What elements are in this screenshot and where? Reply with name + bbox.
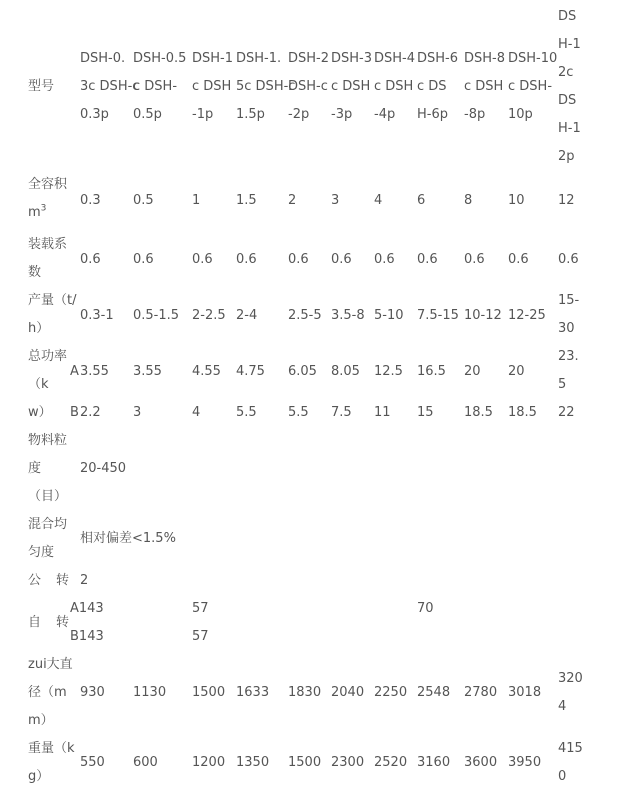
diameter-cell: 320	[558, 671, 583, 686]
power-a-cell: 20	[508, 364, 525, 379]
output-cell: 12-25	[508, 308, 546, 323]
power-a-cell: 16.5	[417, 364, 446, 379]
power-b-cell: 5.5	[236, 405, 257, 420]
row-label-rotation: 转	[56, 615, 70, 630]
particle-cell: 20-450	[80, 461, 127, 476]
load-cell: 0.6	[80, 252, 101, 267]
header-model-3: DSH-1	[192, 51, 233, 66]
header-model-11: DS	[558, 9, 577, 24]
weight-cell: 415	[558, 741, 583, 756]
header-model-6: -3p	[331, 107, 353, 122]
header-model-10: 10p	[508, 107, 533, 122]
header-model-9: -8p	[464, 107, 486, 122]
header-model-11: DS	[558, 93, 577, 108]
header-model-1: DSH-0.	[80, 51, 126, 66]
power-b-cell: 18.5	[508, 405, 537, 420]
row-label-load: 数	[28, 265, 42, 280]
power-b-cell: 7.5	[331, 405, 352, 420]
diameter-cell: 2780	[464, 685, 498, 700]
power-a-cell: 23.	[558, 349, 579, 364]
volume-cell: 2	[288, 193, 297, 208]
header-model-2: 0.5p	[133, 107, 162, 122]
power-a-cell: 6.05	[288, 364, 317, 379]
load-cell: 0.6	[331, 252, 352, 267]
output-cell: 2-4	[236, 308, 258, 323]
row-label-uniformity: 混合均	[28, 517, 68, 532]
row-label-diameter: m）	[28, 713, 54, 728]
row-label-particle: （目）	[28, 489, 68, 504]
header-model-7: -4p	[374, 107, 396, 122]
header-model-11: H-1	[558, 121, 581, 136]
output-cell: 10-12	[464, 308, 502, 323]
power-b-cell: 18.5	[464, 405, 493, 420]
row-label-particle: 物料粒	[28, 433, 68, 448]
diameter-cell: 2040	[331, 685, 365, 700]
header-model-label: 型号	[28, 79, 55, 94]
rotation-cell: 70	[417, 601, 434, 616]
header-model-11: 2p	[558, 149, 575, 164]
diameter-cell: 4	[558, 699, 567, 714]
load-cell: 0.6	[236, 252, 257, 267]
row-label-power: 总功率	[28, 349, 68, 364]
row-label-weight: g）	[28, 769, 50, 784]
row-label-diameter: zui大直	[28, 657, 73, 672]
weight-cell: 3950	[508, 755, 542, 770]
output-cell: 5-10	[374, 308, 404, 323]
volume-cell: 0.3	[80, 193, 101, 208]
load-cell: 0.6	[464, 252, 485, 267]
weight-cell: 1350	[236, 755, 270, 770]
header-model-6: c DSH	[331, 79, 371, 94]
load-cell: 0.6	[417, 252, 438, 267]
diameter-cell: 930	[80, 685, 105, 700]
power-b-cell: 4	[192, 405, 201, 420]
header-model-3: -1p	[192, 107, 214, 122]
output-cell: 7.5-15	[417, 308, 459, 323]
header-model-11: H-1	[558, 37, 581, 52]
power-b-cell: 5.5	[288, 405, 309, 420]
volume-cell: 4	[374, 193, 383, 208]
power-a-cell: 3.55	[80, 364, 109, 379]
rotation-cell: 57	[192, 629, 209, 644]
header-model-4: DSH-1.	[236, 51, 282, 66]
row-label-output: h）	[28, 321, 50, 336]
header-model-4: 1.5p	[236, 107, 265, 122]
header-model-1: 0.3p	[80, 107, 109, 122]
power-b-cell: 3	[133, 405, 142, 420]
row-label-weight: 重量（k	[28, 741, 75, 756]
header-model-2: c DSH-	[133, 79, 178, 94]
revolution-cell: 2	[80, 573, 89, 588]
diameter-cell: 1830	[288, 685, 322, 700]
volume-cell: 1	[192, 193, 201, 208]
power-a-cell: 4.55	[192, 364, 221, 379]
diameter-cell: 1130	[133, 685, 167, 700]
diameter-cell: 3018	[508, 685, 542, 700]
volume-cell: 1.5	[236, 193, 257, 208]
power-b-cell: 15	[417, 405, 434, 420]
power-b-cell: 2.2	[80, 405, 101, 420]
power-b-cell: 22	[558, 405, 575, 420]
output-cell: 2-2.5	[192, 308, 226, 323]
volume-cell: 10	[508, 193, 525, 208]
header-model-8: DSH-6	[417, 51, 458, 66]
row-label-revolution: 公	[28, 573, 42, 588]
header-model-1: 3c DSH-c	[80, 79, 140, 94]
header-model-5: DSH-c	[288, 79, 328, 94]
rotation-a-cell: A143	[70, 601, 104, 616]
row-label-power: （k	[28, 377, 49, 392]
weight-cell: 0	[558, 769, 567, 784]
power-a-cell: 3.55	[133, 364, 162, 379]
load-cell: 0.6	[192, 252, 213, 267]
header-model-11: 2c	[558, 65, 574, 80]
volume-cell: 0.5	[133, 193, 154, 208]
power-a-prefix: A	[70, 364, 79, 379]
output-cell: 15-	[558, 293, 580, 308]
header-model-7: c DSH	[374, 79, 414, 94]
load-cell: 0.6	[508, 252, 529, 267]
header-model-5: -2p	[288, 107, 310, 122]
header-model-10: c DSH-	[508, 79, 553, 94]
weight-cell: 3160	[417, 755, 451, 770]
uniformity-cell: 相对偏差<1.5%	[80, 531, 176, 546]
output-cell: 2.5-5	[288, 308, 322, 323]
header-model-8: H-6p	[417, 107, 448, 122]
diameter-cell: 1500	[192, 685, 226, 700]
rotation-b-cell: B143	[70, 629, 104, 644]
output-cell: 0.3-1	[80, 308, 114, 323]
volume-cell: 12	[558, 193, 575, 208]
header-model-9: DSH-8	[464, 51, 505, 66]
power-a-cell: 12.5	[374, 364, 403, 379]
weight-cell: 1500	[288, 755, 322, 770]
volume-cell: 6	[417, 193, 426, 208]
weight-cell: 550	[80, 755, 105, 770]
header-model-10: DSH-10	[508, 51, 558, 66]
output-cell: 3.5-8	[331, 308, 365, 323]
rotation-cell: 57	[192, 601, 209, 616]
power-a-cell: 4.75	[236, 364, 265, 379]
row-label-load: 装载系	[28, 237, 68, 252]
volume-cell: 3	[331, 193, 340, 208]
diameter-cell: 2548	[417, 685, 451, 700]
header-model-2: DSH-0.5	[133, 51, 187, 66]
header-model-3: c DSH	[192, 79, 232, 94]
power-a-cell: 20	[464, 364, 481, 379]
weight-cell: 2520	[374, 755, 408, 770]
output-cell: 30	[558, 321, 575, 336]
header-model-6: DSH-3	[331, 51, 372, 66]
header-model-5: DSH-2	[288, 51, 329, 66]
row-label-rotation: 自	[28, 615, 42, 630]
header-model-9: c DSH	[464, 79, 504, 94]
weight-cell: 600	[133, 755, 158, 770]
volume-cell: 8	[464, 193, 473, 208]
power-b-cell: 11	[374, 405, 391, 420]
load-cell: 0.6	[133, 252, 154, 267]
load-cell: 0.6	[374, 252, 395, 267]
weight-cell: 1200	[192, 755, 226, 770]
header-model-8: c DS	[417, 79, 447, 94]
row-label-output: 产量（t/	[28, 293, 77, 308]
power-a-cell: 8.05	[331, 364, 360, 379]
power-b-prefix: B	[70, 405, 79, 420]
output-cell: 0.5-1.5	[133, 308, 180, 323]
diameter-cell: 2250	[374, 685, 408, 700]
row-label-particle: 度	[28, 461, 42, 476]
row-label-uniformity: 匀度	[28, 545, 55, 560]
row-label-volume: 全容积	[28, 177, 68, 192]
row-label-diameter: 径（m	[28, 685, 67, 700]
power-a-cell: 5	[558, 377, 567, 392]
superscript: 3	[40, 203, 47, 214]
row-label-revolution: 转	[56, 573, 70, 588]
header-model-7: DSH-4	[374, 51, 415, 66]
weight-cell: 3600	[464, 755, 498, 770]
load-cell: 0.6	[558, 252, 579, 267]
row-label-volume-unit: $m^3$	[28, 203, 47, 220]
row-label-power: w）	[28, 405, 52, 420]
weight-cell: 2300	[331, 755, 365, 770]
header-model-4: 5c DSH-c	[236, 79, 296, 94]
diameter-cell: 1633	[236, 685, 270, 700]
load-cell: 0.6	[288, 252, 309, 267]
